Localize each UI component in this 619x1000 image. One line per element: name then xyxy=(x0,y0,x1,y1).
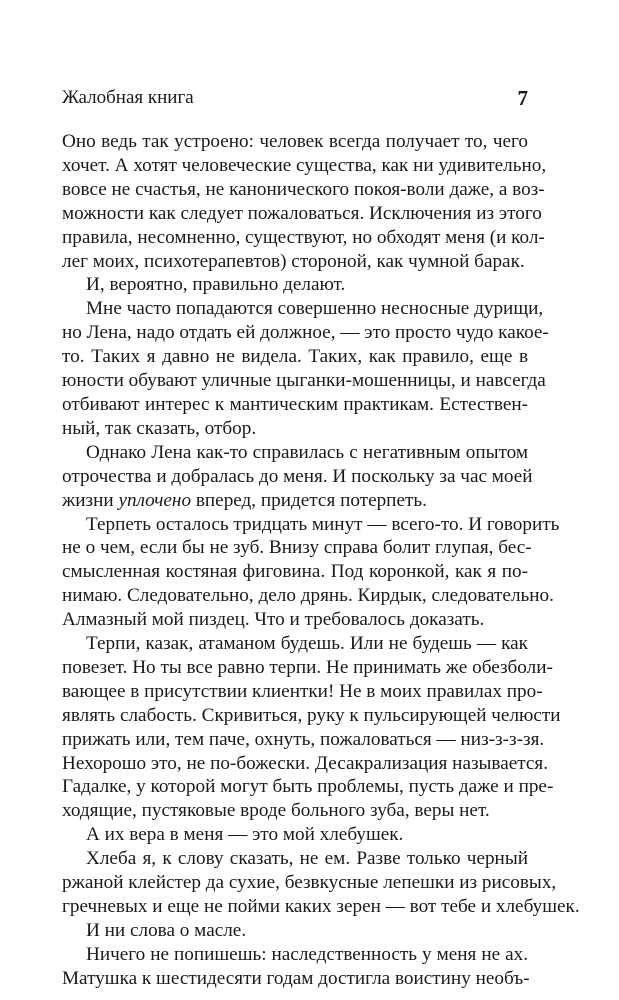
paragraph xyxy=(62,297,549,440)
text-line: Алмазный мой пиздец. Что и требовалось доказать. xyxy=(62,609,485,631)
text-line: хочет. А хотят человеческие существа, как ни удивительно, xyxy=(62,154,547,176)
paragraph xyxy=(62,847,580,919)
text-line: гречневых и еще не пойми каких зерен — вот тебе и хлебушек. xyxy=(62,896,580,917)
text-line: И ни слова о масле. xyxy=(86,919,247,941)
text-line: Гадалке, у которой могут быть проблемы, пусть даже и пре- xyxy=(62,776,554,798)
text-line: А их вера в меня — это мой хлебушек. xyxy=(86,824,404,846)
text-line: жизни уплочено вперед, придется потерпеть. xyxy=(62,489,427,511)
text-line: Терпи, казак, атаманом будешь. Или не будешь — как xyxy=(86,633,528,655)
text-line: являть слабость. Скривиться, руку к пульсирующей челюсти xyxy=(62,704,561,726)
paragraph xyxy=(62,919,528,943)
page-number: 7 xyxy=(517,86,528,110)
text-line: но Лена, надо отдать ей должное, — это просто чудо какое- xyxy=(62,322,549,344)
text-line: юности обувают уличные цыганки-мошенницы, и навсегда xyxy=(62,370,546,392)
text-line: повезет. Но ты все равно терпи. Не принимать же обезболи- xyxy=(62,656,553,678)
text-line: Терпеть осталось тридцать минут — всего-то. И говорить xyxy=(86,513,560,535)
page-header xyxy=(62,84,528,112)
text-line: нимаю. Следовательно, дело дрянь. Кирдык, следовательно. xyxy=(62,585,554,607)
text-line: прижать или, тем паче, охнуть, пожаловаться — низ-з-з-зя. xyxy=(62,728,545,750)
text-line: Матушка к шестидесяти годам достигла воистину необъ- xyxy=(62,967,530,989)
text-line: И, вероятно, правильно делают. xyxy=(86,274,346,296)
book-page xyxy=(62,84,580,991)
text-line: Оно ведь так устроено: человек всегда получает то, чего xyxy=(62,131,528,152)
text-line: вовсе не счастья, не канонического покоя-воли даже, а воз- xyxy=(62,178,545,200)
text-line: ный, так сказать, отбор. xyxy=(62,417,257,439)
paragraph xyxy=(62,632,561,823)
text-line: Нехорошо это, не по-божески. Десакрализация называется. xyxy=(62,752,549,774)
paragraph xyxy=(62,441,533,513)
paragraph xyxy=(62,273,528,297)
text-line: лег моих, психотерапевтов) стороной, как чумной барак. xyxy=(62,250,525,272)
italic-word: уплочено xyxy=(118,489,192,511)
paragraph xyxy=(62,943,528,991)
text-line: можности как следует пожаловаться. Исключения из этого xyxy=(62,202,542,224)
text-line: отбивают интерес к мантическим практикам. Естествен- xyxy=(62,393,528,415)
text-line: Хлеба я, к слову сказать, не ем. Разве только черный xyxy=(86,848,528,870)
text-line: Ничего не попишешь: наследственность у меня не ах. xyxy=(86,943,528,965)
text-line: отрочества и добралась до меня. И поскольку за час моей xyxy=(62,465,533,487)
paragraph xyxy=(62,823,528,847)
text-line: то. Таких я давно не видела. Таких, как правило, еще в xyxy=(62,346,528,368)
text-line: смысленная костяная фиговина. Под коронкой, как я по- xyxy=(62,561,528,583)
text-line: ржаной клейстер да сухие, безвкусные лепешки из рисовых, xyxy=(62,872,557,894)
paragraph xyxy=(62,130,547,273)
text-line: правила, несомненно, существуют, но обходят меня (и кол- xyxy=(62,226,545,248)
text-line: Мне часто попадаются совершенно несносные дурищи, xyxy=(86,298,544,320)
text-line: вающее в присутствии клиентки! Не в моих правилах про- xyxy=(62,680,543,702)
paragraph xyxy=(62,513,560,633)
running-title: Жалобная книга xyxy=(62,87,194,108)
text-line: ходящие, пустяковые вроде больного зуба, веры нет. xyxy=(62,800,490,822)
text-line: не о чем, если бы не зуб. Внизу справа болит глупая, бес- xyxy=(62,537,532,559)
text-line: Однако Лена как-то справилась с негативным опытом xyxy=(86,441,528,463)
body-text xyxy=(62,130,580,991)
